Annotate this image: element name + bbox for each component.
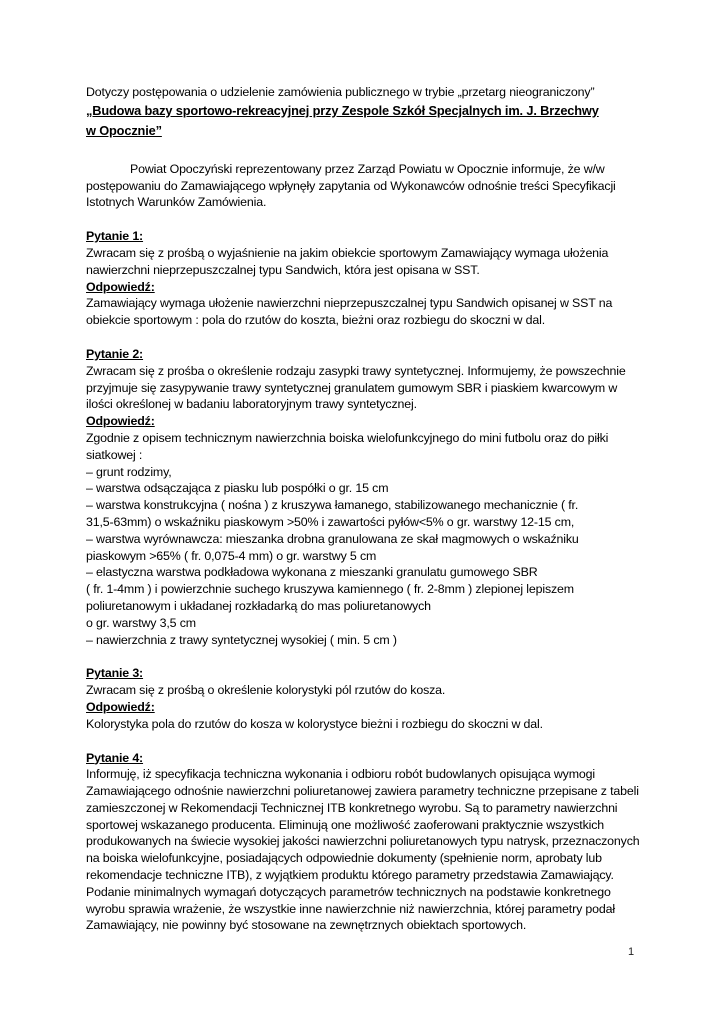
question-2-line-2: przyjmuje się zasypywanie trawy syntetycznej granulatem gumowym SBR i piaskiem kwarcowym w xyxy=(86,380,618,395)
answer-2-line-7: – warstwa wyrównawcza: mieszanka drobna granulowana ze skał magmowych o wskaźniku xyxy=(86,531,579,546)
answer-heading-1: Odpowiedź: xyxy=(86,279,155,294)
answer-2-line-8: piaskowym >65% ( fr. 0,075-4 mm) o gr. warstwy 5 cm xyxy=(86,548,377,563)
answer-heading-2: Odpowiedź: xyxy=(86,414,155,429)
question-heading-1: Pytanie 1: xyxy=(86,229,144,244)
answer-2-line-6: 31,5-63mm) o wskaźniku piaskowym >50% i zawartości pyłów<5% o gr. warstwy 12-15 cm, xyxy=(86,514,575,529)
question-4-line-9: wyrobu sprawia wrażenie, że wszystkie inne nawierzchnie niż nawierzchnia, której parametry podał xyxy=(86,901,615,916)
question-4-line-3: zamieszczonej w Rekomendacji Technicznej ITB konkretnego wyrobu. Są to parametry nawierzchni xyxy=(86,800,618,815)
answer-2-line-5: – warstwa konstrukcyjna ( nośna ) z kruszywa łamanego, stabilizowanego mechanicznie ( fr. xyxy=(86,498,579,513)
preamble-line-2: postępowaniu do Zamawiającego wpłynęły zapytania od Wykonawców odnośnie treści Specyfikacji xyxy=(86,178,616,193)
answer-2-line-12: o gr. warstwy 3,5 cm xyxy=(86,615,196,630)
answer-3-line-1: Kolorystyka pola do rzutów do kosza w kolorystyce bieżni i rozbiegu do skoczni w dal. xyxy=(86,716,543,731)
answer-2-line-13: – nawierzchnia z trawy syntetycznej wysokiej ( min. 5 cm ) xyxy=(86,632,397,647)
answer-2-line-2: siatkowej : xyxy=(86,447,143,462)
question-section-4 xyxy=(86,750,646,935)
preamble-line-3: Istotnych Warunków Zamówienia. xyxy=(86,195,267,210)
answer-2-line-3: – grunt rodzimy, xyxy=(86,464,172,479)
title-line-2: w Opocznie” xyxy=(86,122,162,138)
answer-2-line-9: – elastyczna warstwa podkładowa wykonana z mieszanki granulatu gumowego SBR xyxy=(86,565,538,580)
question-3-line-1: Zwracam się z prośbą o określenie kolorystyki pól rzutów do kosza. xyxy=(86,683,446,698)
answer-1-line-1: Zamawiający wymaga ułożenie nawierzchni nieprzepuszczalnej typu Sandwich opisanej w SST na xyxy=(86,296,613,311)
document-body xyxy=(86,84,646,934)
question-4-line-8: Podanie minimalnych wymagań dotyczących parametrów technicznych na podstawie konkretnego xyxy=(86,884,611,899)
answer-2-line-4: – warstwa odsączająca z piasku lub pospółki o gr. 15 cm xyxy=(86,481,389,496)
answer-2-line-1: Zgodnie z opisem technicznym nawierzchnia boiska wielofunkcyjnego do mini futbolu oraz do piłki xyxy=(86,430,609,445)
intro-line: Dotyczy postępowania o udzielenie zamówienia publicznego w trybie „przetarg nieograniczony” xyxy=(86,85,595,99)
title-line-1: „Budowa bazy sportowo-rekreacyjnej przy Zespole Szkół Specjalnych im. J. Brzechwy xyxy=(86,102,599,118)
question-1-line-1: Zwracam się z prośbą o wyjaśnienie na jakim obiekcie sportowym Zamawiający wymaga ułożenia xyxy=(86,245,609,260)
question-section-1 xyxy=(86,228,646,329)
question-heading-4: Pytanie 4: xyxy=(86,750,144,765)
question-4-line-7: rekomendacje techniczne ITB), z wyjątkiem produktu którego parametry przedstawia Zamawiający. xyxy=(86,868,614,883)
question-4-line-1: Informuję, iż specyfikacja techniczna wykonania i odbioru robót budowlanych opisująca wymogi xyxy=(86,767,595,782)
answer-heading-3: Odpowiedź: xyxy=(86,699,155,714)
question-4-line-10: Zamawiający, nie powinny być stosowane na zewnętrznych obiektach sportowych. xyxy=(86,918,527,933)
question-2-line-3: ilości określonej w badaniu laboratoryjnym trawy syntetycznej. xyxy=(86,397,417,412)
question-section-3 xyxy=(86,665,646,732)
answer-2-line-10: ( fr. 1-4mm ) i powierzchnie suchego kruszywa kamiennego ( fr. 2-8mm ) zlepionej lepiszem xyxy=(86,582,574,597)
preamble-line-1: Powiat Opoczyński reprezentowany przez Zarząd Powiatu w Opocznie informuje, że w/w xyxy=(130,161,605,176)
question-heading-3: Pytanie 3: xyxy=(86,666,144,681)
question-4-line-2: Zamawiającego odnośnie nawierzchni poliuretanowej zawiera parametry techniczne przepisane z tabeli xyxy=(86,784,639,799)
question-section-2 xyxy=(86,346,646,648)
question-1-line-2: nawierzchni nieprzepuszczalnej typu Sandwich, która jest opisana w SST. xyxy=(86,262,480,277)
question-4-line-5: produkowanych na świecie wysokiej jakości nawierzchni poliuretanowych typu natrysk, przeznaczonych xyxy=(86,834,640,849)
question-heading-2: Pytanie 2: xyxy=(86,346,144,361)
page-number: 1 xyxy=(628,946,635,958)
answer-2-line-11: poliuretanowym i układanej rozkładarką do mas poliuretanowych xyxy=(86,598,431,613)
question-2-line-1: Zwracam się z prośba o określenie rodzaju zasypki trawy syntetycznej. Informujemy, że powszechnie xyxy=(86,363,626,378)
question-4-line-6: na boiska wielofunkcyjne, posiadających odpowiednie dokumenty (spełnienie norm, aprobaty lub xyxy=(86,851,602,866)
question-4-line-4: sportowej wskazanego producenta. Eliminują one możliwość zaoferowani praktycznie wszystkich xyxy=(86,817,605,832)
answer-1-line-2: obiekcie sportowym : pola do rzutów do koszta, bieżni oraz rozbiegu do skoczni w dal. xyxy=(86,313,546,328)
